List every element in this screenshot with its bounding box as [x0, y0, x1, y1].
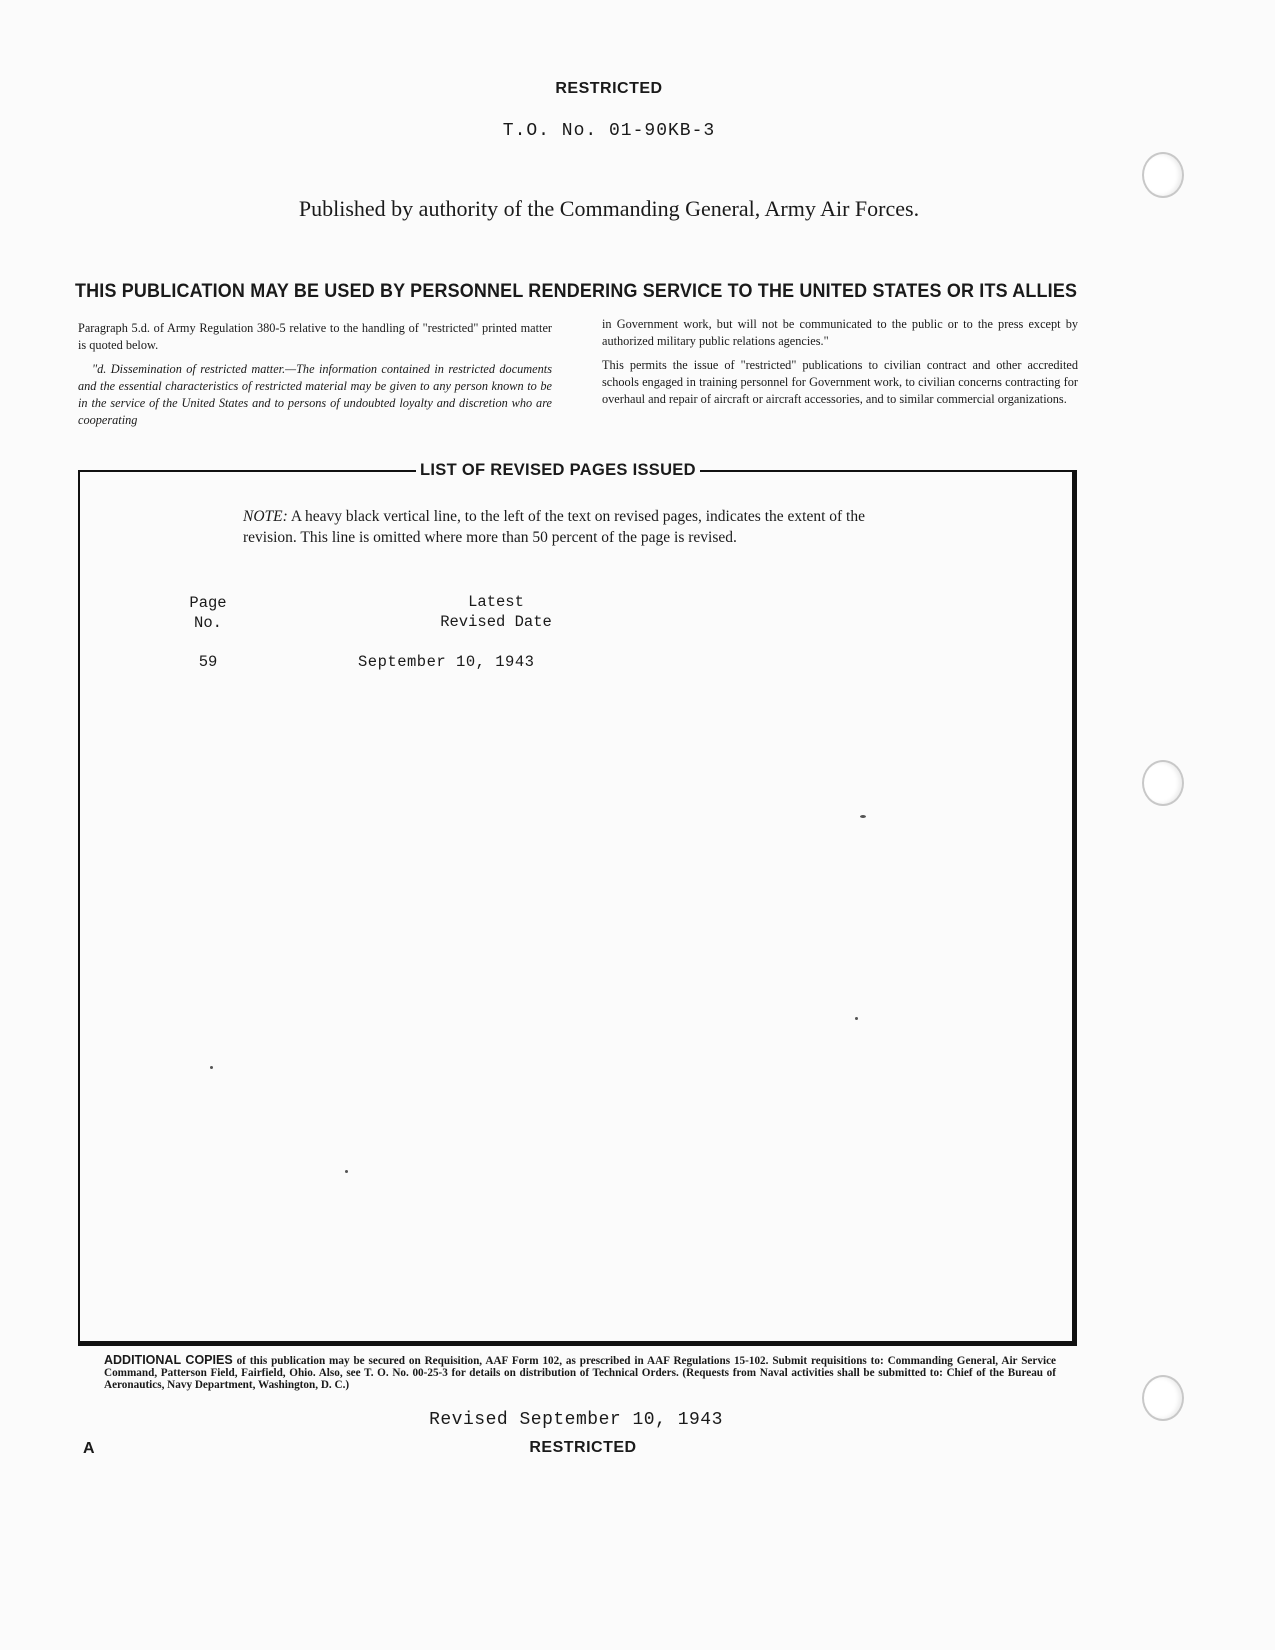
- column-header-page: [168, 593, 248, 633]
- table-row-page: 59: [198, 653, 218, 671]
- footer-classification: RESTRICTED: [529, 1439, 637, 1456]
- scan-speck: [860, 815, 866, 818]
- footer-revised-date: Revised September 10, 1943: [429, 1410, 723, 1430]
- regulation-paragraph: Paragraph 5.d. of Army Regulation 380-5 relative to the handling of "restricted" printed matter is quoted below.: [78, 321, 552, 352]
- column-header-page-line1: Page: [189, 594, 227, 612]
- header-classification: RESTRICTED: [555, 80, 663, 97]
- revised-pages-title: LIST OF REVISED PAGES ISSUED: [416, 461, 700, 480]
- additional-copies-lead: ADDITIONAL COPIES: [104, 1353, 233, 1367]
- authority-line: Published by authority of the Commanding General, Army Air Forces.: [298, 196, 920, 221]
- regulation-left-column: [78, 320, 552, 436]
- note-body: A heavy black vertical line, to the left of the text on revised pages, indicates the extent of the revision. This line is omitted where more than 50 percent of the page is revised.: [243, 508, 865, 546]
- punch-hole-middle: [1142, 760, 1184, 806]
- scan-speck: [345, 1170, 348, 1173]
- column-header-date-line2: Revised Date: [440, 613, 552, 631]
- regulation-right-column: [602, 316, 1078, 415]
- regulation-quote: "d. Dissemination of restricted matter.—The information contained in restricted documents and the essential characteristics of restricted material may be given to any person known to be in the service of the United States and to persons of undoubted loyalty and discretion who are cooperating: [78, 362, 552, 427]
- note-label: NOTE:: [243, 508, 288, 525]
- regulation-quote-continued: in Government work, but will not be communicated to the public or to the press except by authorized military public relations agencies.": [602, 317, 1078, 348]
- punch-hole-bottom: [1142, 1375, 1184, 1421]
- revision-note: [243, 506, 913, 548]
- additional-copies-text: of this publication may be secured on Requisition, AAF Form 102, as prescribed in AAF Regulations 15-102. Submit requisitions to: Commanding General, Air Service Command, Patterson Field, Fairfield, Ohio. Also, see T. O. No. 00-25-3 for details on distribution of Technical Orders. (Requests from Naval activities shall be submitted to: Chief of the Bureau of Aeronautics, Navy Department, Washington, D. C.): [104, 1355, 1056, 1391]
- page-letter: A: [83, 1440, 95, 1457]
- tech-order-number: T.O. No. 01-90KB-3: [502, 121, 716, 141]
- scan-speck: [855, 1017, 858, 1020]
- column-header-page-line2: No.: [194, 614, 222, 632]
- column-header-date-line1: Latest: [468, 593, 524, 611]
- allies-banner: THIS PUBLICATION MAY BE USED BY PERSONNEL RENDERING SERVICE TO THE UNITED STATES OR ITS ALLIES: [75, 280, 1078, 302]
- column-header-date: [380, 592, 612, 632]
- scan-speck: [210, 1066, 213, 1069]
- additional-copies-notice: [104, 1354, 1056, 1391]
- regulation-permission: This permits the issue of "restricted" publications to civilian contract and other accredited schools engaged in training personnel for Government work, to civilian concerns contracting for overhaul and repair of aircraft or aircraft accessories, and to similar commercial organizations.: [602, 358, 1078, 406]
- table-row-date: September 10, 1943: [358, 653, 535, 671]
- punch-hole-top: [1142, 152, 1184, 198]
